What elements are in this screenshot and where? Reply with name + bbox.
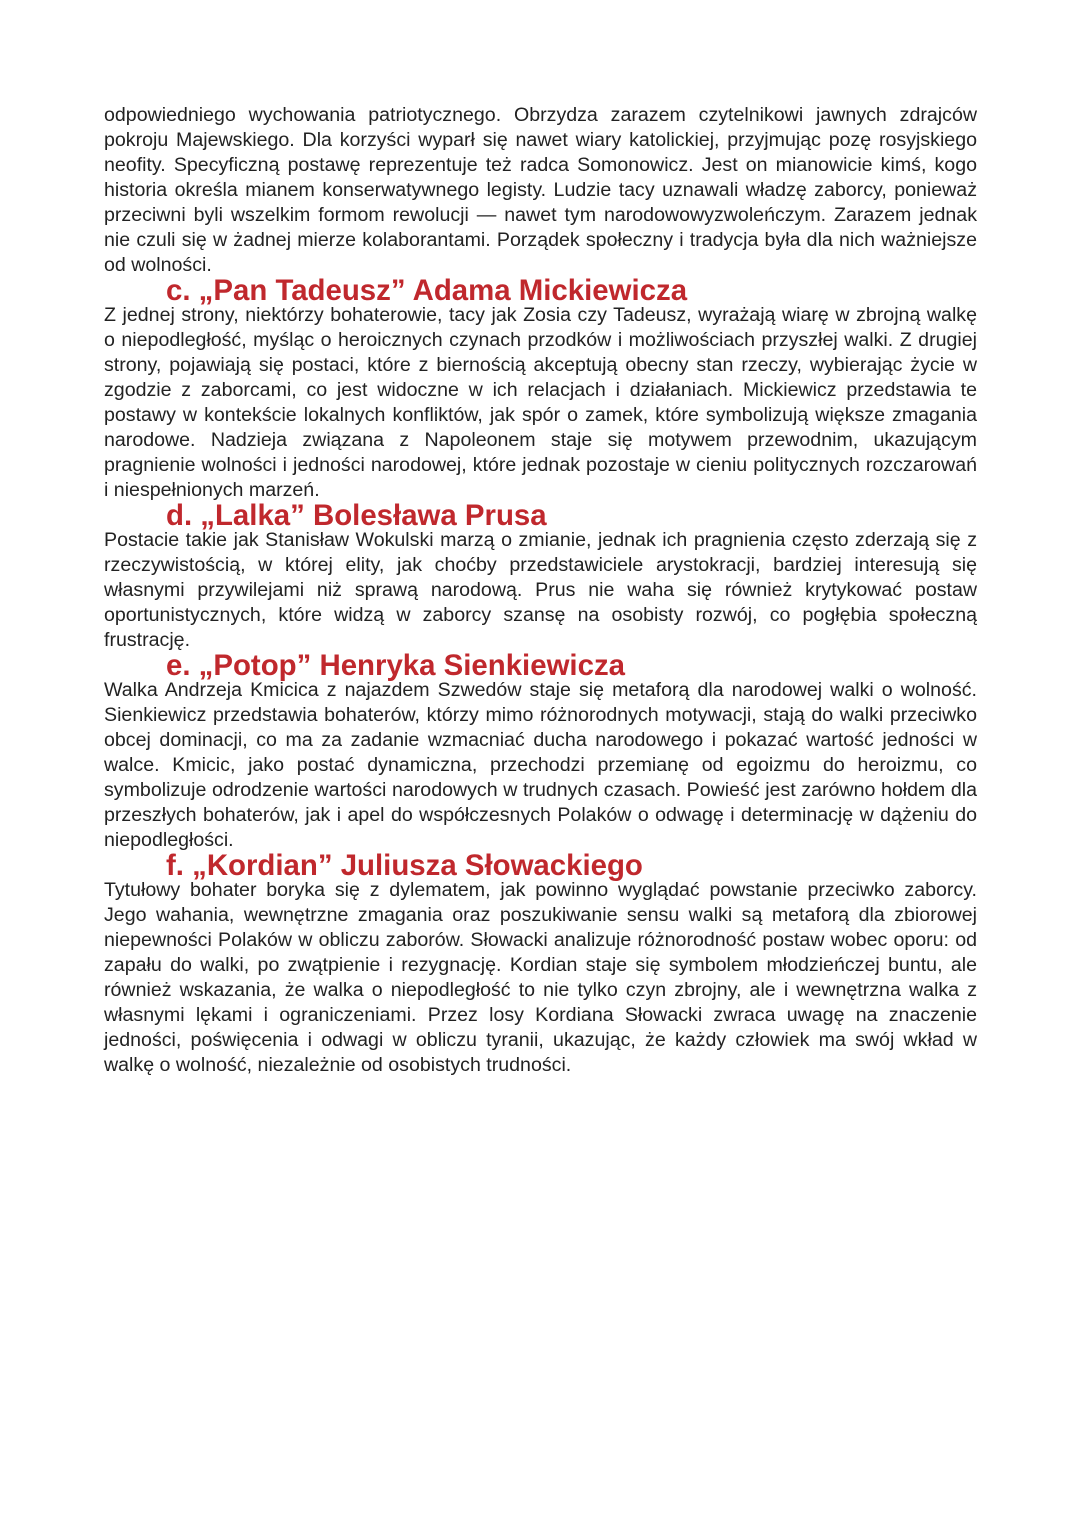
section-body-pan-tadeusz: Z jednej strony, niektórzy bohaterowie, tacy jak Zosia czy Tadeusz, wyrażają wiarę w zbrojną walkę o niepodległość, myśląc o heroicznych czynach przodków i możliwościach przyszłej walki. Z drugiej strony, pojawiają się postaci, które z biernością akceptują obecny stan rzeczy, wybierając życie w zgodzie z zaborcami, co jest widoczne w ich relacjach i działaniach. Mickiewicz przedstawia te postawy w kontekście lokalnych konfliktów, jak spór o zamek, które symbolizują większe zmagania narodowe. Nadzieja związana z Napoleonem staje się motywem przewodnim, ukazującym pragnienie wolności i jedności narodowej, które jednak pozostaje w cieniu politycznych rozczarowań i niespełnionych marzeń. (104, 304, 977, 501)
section-body-potop: Walka Andrzeja Kmicica z najazdem Szwedów staje się metaforą dla narodowej walki o wolność. Sienkiewicz przedstawia bohaterów, którzy mimo różnorodnych motywacji, stają do walki przeciwko obcej dominacji, co ma za zadanie wzmacniać ducha narodowego i pokazać wartość jedności w walce. Kmicic, jako postać dynamiczna, przechodzi przemianę od egoizmu do heroizmu, co symbolizuje odrodzenie wartości narodowych w trudnych czasach. Powieść jest zarówno hołdem dla przeszłych bohaterów, jak i apel do współczesnych Polaków o odwagę i determinację w dążeniu do niepodległości. (104, 679, 977, 851)
section-heading-kordian: f. „Kordian” Juliusza Słowackiego (166, 849, 643, 882)
section-body-lalka: Postacie takie jak Stanisław Wokulski marzą o zmianie, jednak ich pragnienia często zderzają się z rzeczywistością, w której elity, jak choćby przedstawiciele arystokracji, bardziej interesują się własnymi przywilejami niż sprawą narodową. Prus nie waha się również krytykować postaw oportunistycznych, które widzą w zaborcy szansę na osobisty rozwój, co pogłębia społeczną frustrację. (104, 529, 977, 651)
document-page (104, 103, 977, 1078)
section-heading-lalka: d. „Lalka” Bolesława Prusa (166, 499, 547, 532)
section-heading-potop: e. „Potop” Henryka Sienkiewicza (166, 649, 625, 682)
section-heading-pan-tadeusz: c. „Pan Tadeusz” Adama Mickiewicza (166, 274, 688, 307)
section-body-kordian: Tytułowy bohater boryka się z dylematem, jak powinno wyglądać powstanie przeciwko zaborcy. Jego wahania, wewnętrzne zmagania oraz poszukiwanie sensu walki są metaforą dla zbiorowej niepewności Polaków w obliczu zaborów. Słowacki analizuje różnorodność postaw wobec oporu: od zapału do walki, po zwątpienie i rezygnację. Kordian staje się symbolem młodzieńczej buntu, ale również wskazania, że walka o niepodległość to nie tylko czyn zbrojny, ale i wewnętrzna walka z własnymi lękami i ograniczeniami. Przez losy Kordiana Słowacki zwraca uwagę na znaczenie jedności, poświęcenia i odwagi w obliczu tyranii, ukazując, że każdy człowiek ma swój wkład w walkę o wolność, niezależnie od osobistych trudności. (104, 879, 977, 1076)
intro-paragraph: odpowiedniego wychowania patriotycznego. Obrzydza zarazem czytelnikowi jawnych zdrajców pokroju Majewskiego. Dla korzyści wyparł się nawet wiary katolickiej, przyjmując pozę rosyjskiego neofity. Specyficzną postawę reprezentuje też radca Somonowicz. Jest on mianowicie kimś, kogo historia określa mianem konserwatywnego legisty. Ludzie tacy uznawali władzę zaborcy, ponieważ przeciwni byli wszelkim formom rewolucji — nawet tym narodowowyzwoleńczym. Zarazem jednak nie czuli się w żadnej mierze kolaborantami. Porządek społeczny i tradycja była dla nich ważniejsze od wolności. (104, 104, 977, 276)
